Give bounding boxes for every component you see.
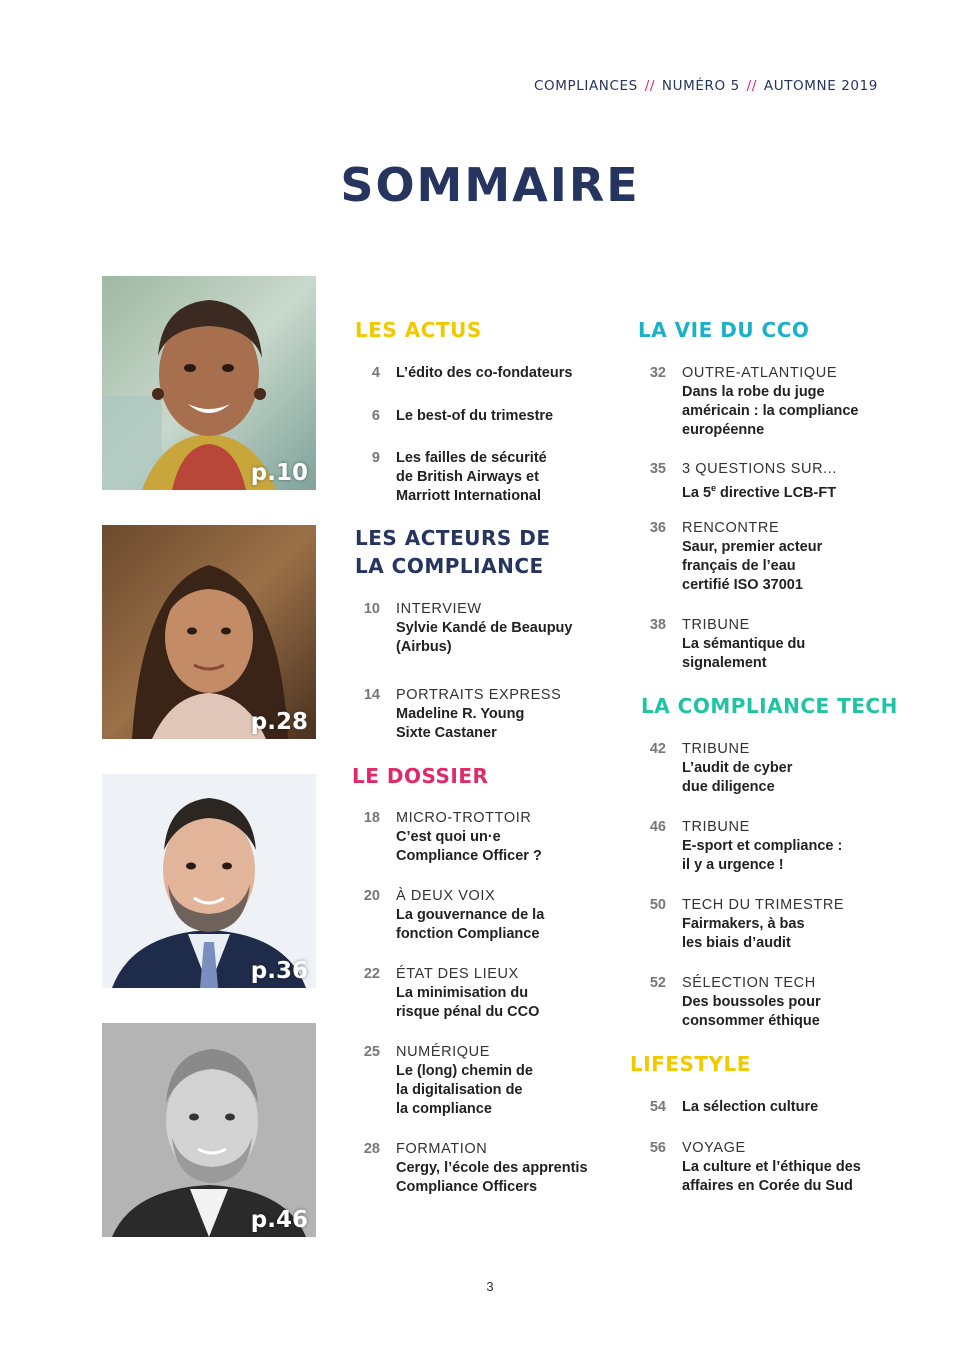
toc-entry-kicker: TECH DU TRIMESTRE [682,897,845,913]
toc-entry-kicker: RENCONTRE [682,520,780,536]
toc-page-number: 32 [649,365,666,381]
toc-page-number: 50 [649,897,666,913]
section-title-les-actus: LES ACTUS [355,318,482,342]
toc-page-number: 4 [371,365,380,381]
toc-page-number: 25 [363,1044,380,1060]
header-separator: // [746,78,757,94]
toc-title-part: directive LCB-FT [716,484,837,501]
toc-page-number: 14 [363,687,380,703]
portrait-photo-4 [102,1023,316,1237]
toc-entry-kicker: PORTRAITS EXPRESS [396,687,562,703]
photo-page-label: p.36 [250,958,308,984]
toc-entry-kicker: VOYAGE [682,1140,746,1156]
toc-page-number: 42 [649,741,666,757]
toc-page-number: 52 [649,975,666,991]
portrait-photo-2 [102,525,316,739]
issue-season: AUTOMNE 2019 [763,78,878,94]
toc-page-number: 38 [649,617,666,633]
toc-entry-kicker: 3 QUESTIONS SUR... [682,461,838,477]
toc-page-number: 20 [363,888,380,904]
toc-entry-kicker: OUTRE-ATLANTIQUE [682,365,838,381]
toc-entry-title: Madeline R. Young Sixte Castaner [396,706,525,741]
toc-page-number: 10 [363,601,380,617]
photo-page-label: p.10 [250,460,308,486]
toc-entry-title [682,479,882,503]
toc-entry-title: La minimisation du risque pénal du CCO [396,985,540,1020]
toc-title-superscript: e [711,483,717,493]
toc-entry-kicker: TRIBUNE [682,617,750,633]
section-title-la-vie-du-cco: LA VIE DU CCO [638,318,810,342]
toc-entry-title: La sémantique du signalement [682,636,806,671]
toc-entry-kicker: À DEUX VOIX [396,888,496,904]
toc-entry-title: La culture et l’éthique des affaires en Corée du Sud [682,1159,861,1194]
toc-page-number: 36 [649,520,666,536]
toc-entry-title: Les failles de sécurité de British Airways et Marriott International [396,450,547,504]
header-separator: // [644,78,656,94]
toc-entry-kicker: ÉTAT DES LIEUX [396,966,519,982]
portrait-woman-long-hair-image [102,525,316,739]
toc-page-number: 22 [363,966,380,982]
section-title-line: LES ACTEURS DE [355,526,551,550]
toc-page-number: 18 [363,810,380,826]
toc-entry-title: La gouvernance de la fonction Compliance [396,907,545,942]
toc-page-number: 28 [363,1141,380,1157]
toc-entry-title: E-sport et compliance : il y a urgence ! [682,838,843,873]
section-title-les-acteurs [355,524,551,580]
page-title: SOMMAIRE [340,158,640,212]
portrait-photo-1 [102,276,316,490]
photo-page-label: p.28 [250,709,308,735]
toc-title-part: La 5 [682,484,712,501]
portrait-man-grayscale-image [102,1023,316,1237]
toc-entry-kicker: FORMATION [396,1141,488,1157]
running-header [534,78,878,94]
toc-entry-title: Le best-of du trimestre [396,408,554,424]
toc-entry-title: Sylvie Kandé de Beaupuy (Airbus) [396,620,573,655]
toc-entry-kicker: INTERVIEW [396,601,482,617]
magazine-name: COMPLIANCES [534,78,638,94]
toc-page-number: 35 [649,461,666,477]
toc-entry-kicker: TRIBUNE [682,741,750,757]
toc-entry-title: Cergy, l’école des apprentis Compliance Officers [396,1160,588,1195]
issue-number: NUMÉRO 5 [661,78,740,94]
toc-entry-kicker: TRIBUNE [682,819,750,835]
section-title-line: LA COMPLIANCE [355,554,544,578]
toc-entry-title: Dans la robe du juge américain : la compliance européenne [682,384,859,438]
toc-entry-title: Le (long) chemin de la digitalisation de la compliance [396,1063,533,1117]
section-title-le-dossier: LE DOSSIER [352,764,489,788]
portrait-man-suit-image [102,774,316,988]
toc-page-number: 54 [649,1099,666,1115]
toc-entry-title: C’est quoi un·e Compliance Officer ? [396,829,542,864]
toc-entry-title: Fairmakers, à bas les biais d’audit [682,916,805,951]
toc-entry-title: Des boussoles pour consommer éthique [682,994,821,1029]
toc-entry-title: Saur, premier acteur français de l’eau certifié ISO 37001 [682,539,823,593]
toc-entry-title: L’édito des co-fondateurs [396,365,573,381]
toc-entry-title: L’audit de cyber due diligence [682,760,793,795]
toc-page-number: 9 [371,450,380,466]
photo-page-label: p.46 [250,1207,308,1233]
toc-entry-title: La sélection culture [682,1099,819,1115]
toc-page-number: 6 [371,408,380,424]
section-title-lifestyle: LIFESTYLE [630,1052,751,1076]
portrait-woman-short-hair-image [102,276,316,490]
toc-entry-kicker: NUMÉRIQUE [396,1044,491,1060]
page-number: 3 [486,1279,494,1294]
toc-page-number: 46 [649,819,666,835]
toc-entry-kicker: MICRO-TROTTOIR [396,810,532,826]
portrait-photo-3 [102,774,316,988]
toc-page-number: 56 [649,1140,666,1156]
toc-entry-kicker: SÉLECTION TECH [682,975,816,991]
section-title-la-compliance-tech: LA COMPLIANCE TECH [641,694,898,718]
